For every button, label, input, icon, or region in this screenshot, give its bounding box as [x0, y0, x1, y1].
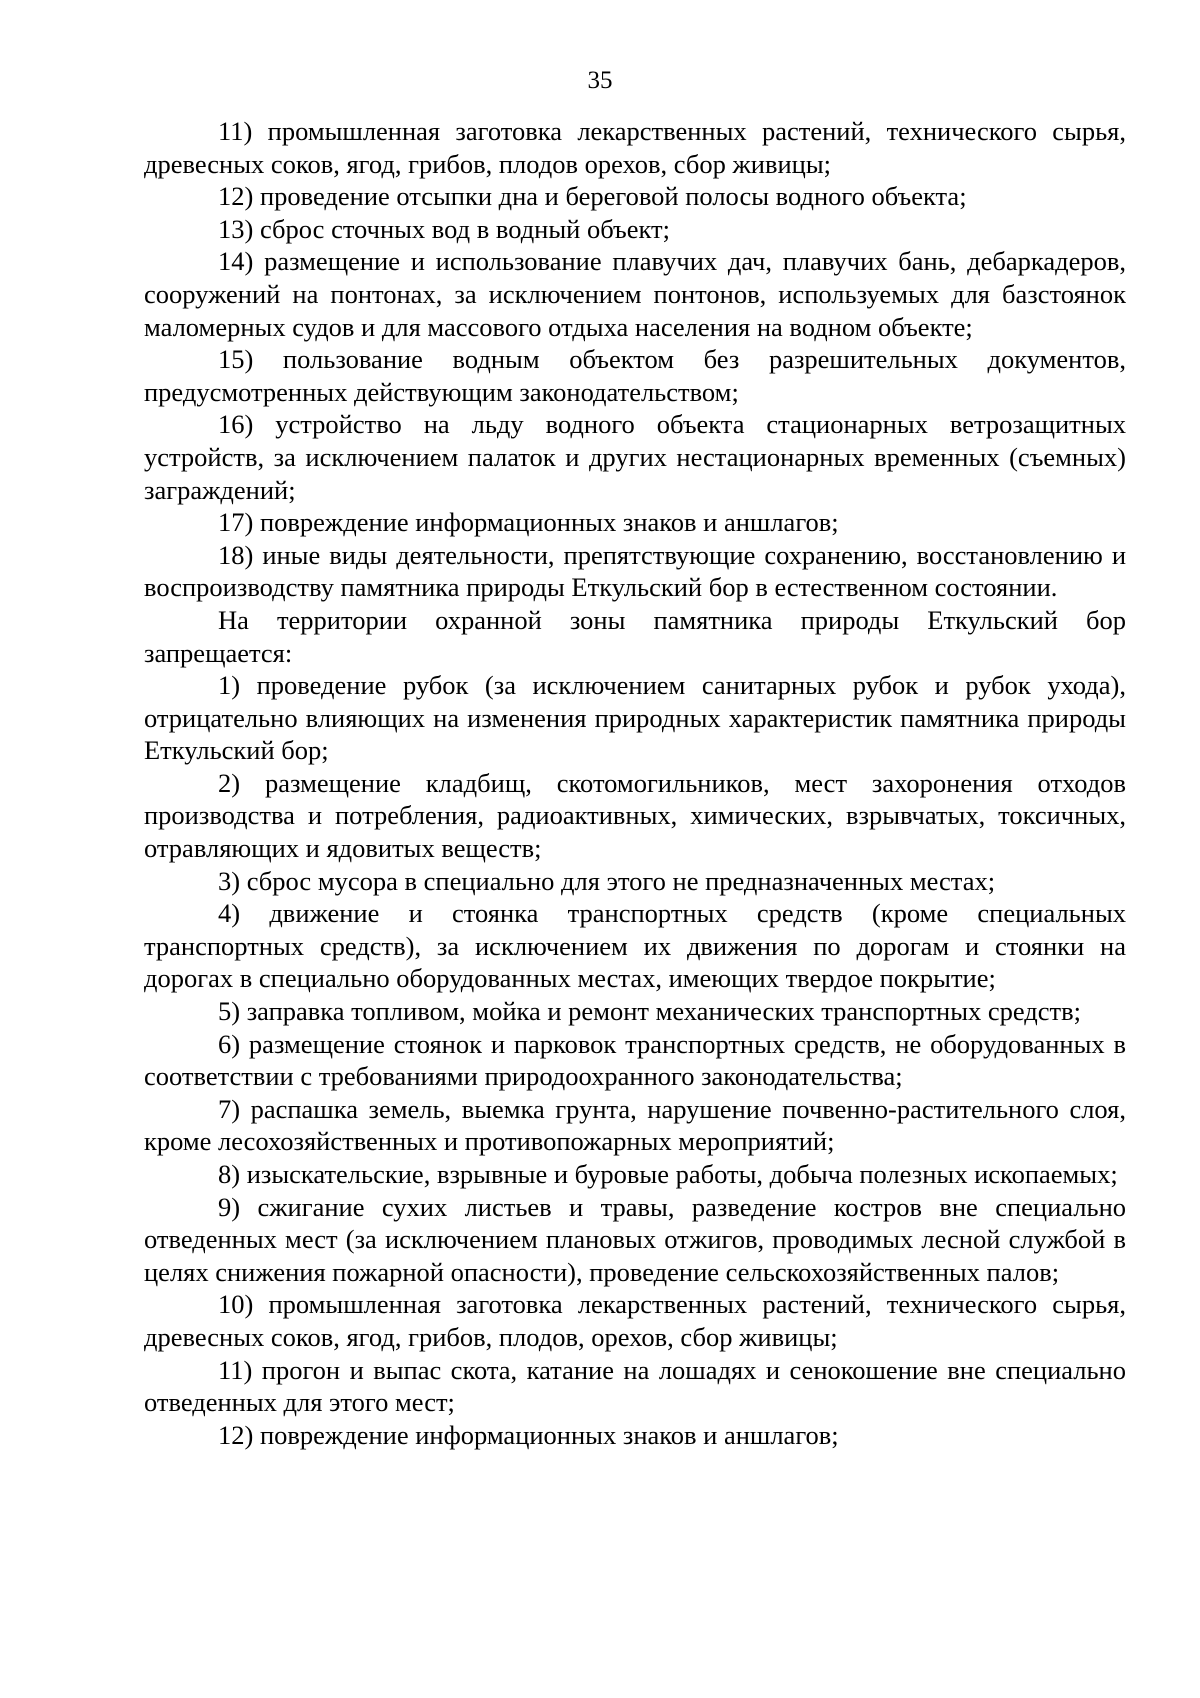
- page-number: 35: [587, 67, 613, 94]
- paragraph-item-12: 12) проведение отсыпки дна и береговой полосы водного объекта;: [218, 181, 967, 212]
- paragraph-item-17: 17) повреждение информационных знаков и аншлагов;: [218, 507, 839, 538]
- zone-item-1: 1) проведение рубок (за исключением санитарных рубок и рубок ухода), отрицательно влияющих на изменения природных характеристик памятника природы Еткульский бор;: [144, 670, 1126, 766]
- zone-item-5: 5) заправка топливом, мойка и ремонт механических транспортных средств;: [218, 996, 1082, 1027]
- zone-item-9: 9) сжигание сухих листьев и травы, разведение костров вне специально отведенных мест (за исключением плановых отжигов, проводимых лесной службой в целях снижения пожарной опасности), проведение сельскохозяйственных палов;: [144, 1191, 1126, 1287]
- protection-zone-heading: На территории охранной зоны памятника природы Еткульский бор запрещается:: [144, 604, 1126, 668]
- paragraph-item-15: 15) пользование водным объектом без разрешительных документов, предусмотренных действующим законодательством;: [144, 344, 1126, 407]
- paragraph-item-16: 16) устройство на льду водного объекта стационарных ветрозащитных устройств, за исключением палаток и других нестационарных временных (съемных) заграждений;: [144, 409, 1126, 505]
- zone-item-4: 4) движение и стоянка транспортных средств (кроме специальных транспортных средств), за исключением их движения по дорогам и стоянки на дорогах в специально оборудованных местах, имеющих твердое покрытие;: [144, 898, 1126, 994]
- document-body: [144, 115, 1126, 1451]
- zone-item-10: 10) промышленная заготовка лекарственных растений, технического сырья, древесных соков, ягод, грибов, плодов, орехов, сбор живицы;: [144, 1289, 1126, 1352]
- zone-item-7: 7) распашка земель, выемка грунта, нарушение почвенно-растительного слоя, кроме лесохозяйственных и противопожарных мероприятий;: [144, 1093, 1126, 1157]
- zone-item-2: 2) размещение кладбищ, скотомогильников, мест захоронения отходов производства и потребления, радиоактивных, химических, взрывчатых, токсичных, отравляющих и ядовитых веществ;: [144, 767, 1126, 864]
- zone-item-11: 11) прогон и выпас скота, катание на лошадях и сенокошение вне специально отведенных для этого мест;: [144, 1354, 1126, 1418]
- paragraph-item-18: 18) иные виды деятельности, препятствующие сохранению, восстановлению и воспроизводству памятника природы Еткульский бор в естественном состоянии.: [144, 539, 1126, 603]
- zone-item-8: 8) изыскательские, взрывные и буровые работы, добыча полезных ископаемых;: [218, 1159, 1118, 1189]
- paragraph-item-11: 11) промышленная заготовка лекарственных растений, технического сырья, древесных соков, ягод, грибов, плодов орехов, сбор живицы;: [144, 116, 1126, 179]
- paragraph-item-13: 13) сброс сточных вод в водный объект;: [218, 213, 670, 244]
- paragraph-item-14: 14) размещение и использование плавучих дач, плавучих бань, дебаркадеров, сооружений на понтонах, за исключением понтонов, используемых для базстоянок маломерных судов и для массового отдыха населения на водном объекте;: [144, 246, 1126, 342]
- zone-item-6: 6) размещение стоянок и парковок транспортных средств, не оборудованных в соответствии с требованиями природоохранного законодательства;: [144, 1028, 1126, 1092]
- zone-item-3: 3) сброс мусора в специально для этого не предназначенных местах;: [218, 865, 996, 896]
- zone-item-12: 12) повреждение информационных знаков и аншлагов;: [218, 1419, 839, 1450]
